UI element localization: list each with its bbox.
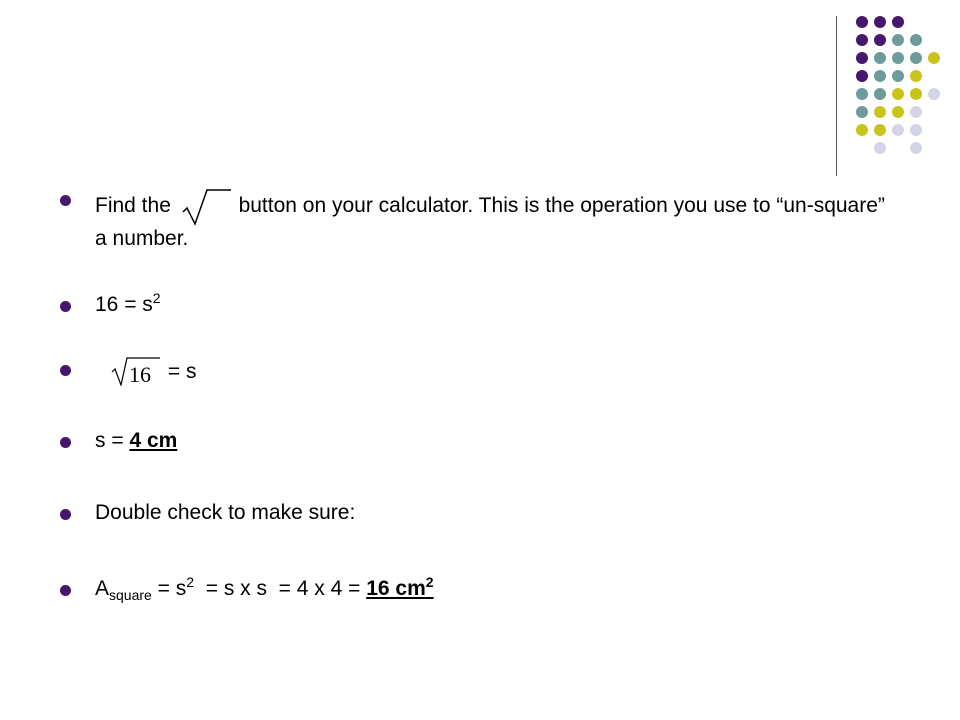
decorative-dot bbox=[874, 70, 886, 82]
bullet-dot bbox=[60, 585, 71, 596]
decorative-dot bbox=[856, 16, 868, 28]
area-answer-text: 16 cm bbox=[366, 577, 426, 600]
decorative-dot bbox=[910, 88, 922, 100]
decorative-dot bbox=[856, 70, 868, 82]
decorative-dot bbox=[910, 106, 922, 118]
decorative-dot bbox=[874, 52, 886, 64]
result-prefix: s = bbox=[95, 429, 130, 452]
area-eq2: = s x s = 4 x 4 = bbox=[194, 577, 367, 600]
decorative-dot bbox=[928, 88, 940, 100]
decorative-dot bbox=[892, 70, 904, 82]
area-exp1: 2 bbox=[186, 574, 195, 590]
decorative-dot bbox=[856, 52, 868, 64]
decorative-dot bbox=[856, 106, 868, 118]
decorative-dot bbox=[874, 34, 886, 46]
result-answer: 4 cm bbox=[129, 429, 178, 452]
decorative-dot bbox=[874, 142, 886, 154]
decorative-dot-grid bbox=[0, 0, 960, 180]
bullet-text-before: Find the bbox=[95, 194, 171, 217]
decorative-dot bbox=[910, 34, 922, 46]
bullet-dot bbox=[60, 301, 71, 312]
bullet-dot bbox=[60, 365, 71, 376]
decorative-dot bbox=[856, 124, 868, 136]
radicand-text: 16 bbox=[129, 362, 151, 386]
square-root-icon bbox=[177, 186, 233, 226]
decorative-dot bbox=[910, 124, 922, 136]
decorative-dot bbox=[892, 52, 904, 64]
decorative-dot bbox=[874, 106, 886, 118]
decorative-dot bbox=[892, 106, 904, 118]
decorative-dot bbox=[892, 88, 904, 100]
decorative-dot bbox=[910, 142, 922, 154]
area-answer bbox=[366, 574, 434, 600]
area-answer-exponent: 2 bbox=[425, 574, 434, 590]
decorative-dot bbox=[892, 16, 904, 28]
decorative-dot bbox=[856, 88, 868, 100]
bullet-text-after: button on your calculator. This is the operation you use to “un-square” a number. bbox=[95, 194, 885, 250]
decorative-dot bbox=[892, 124, 904, 136]
double-check-text: Double check to make sure: bbox=[95, 501, 356, 524]
equation-rest: = s bbox=[167, 360, 197, 383]
decorative-dot bbox=[910, 70, 922, 82]
bullet-dot bbox=[60, 195, 71, 206]
decorative-dot bbox=[874, 124, 886, 136]
area-subscript: square bbox=[109, 587, 152, 603]
decorative-dot bbox=[856, 34, 868, 46]
decorative-dot bbox=[892, 34, 904, 46]
decorative-dot bbox=[928, 52, 940, 64]
decorative-dot bbox=[874, 16, 886, 28]
decorative-dot bbox=[910, 52, 922, 64]
bullet-dot bbox=[60, 437, 71, 448]
area-symbol: A bbox=[95, 577, 110, 600]
square-root-16-icon bbox=[110, 356, 162, 386]
decorative-dot bbox=[874, 88, 886, 100]
decorative-divider-line bbox=[836, 16, 837, 176]
area-eq1: = s bbox=[151, 577, 187, 600]
bullet-dot bbox=[60, 509, 71, 520]
equation-base: 16 = s bbox=[95, 293, 153, 316]
equation-exponent: 2 bbox=[152, 290, 161, 306]
